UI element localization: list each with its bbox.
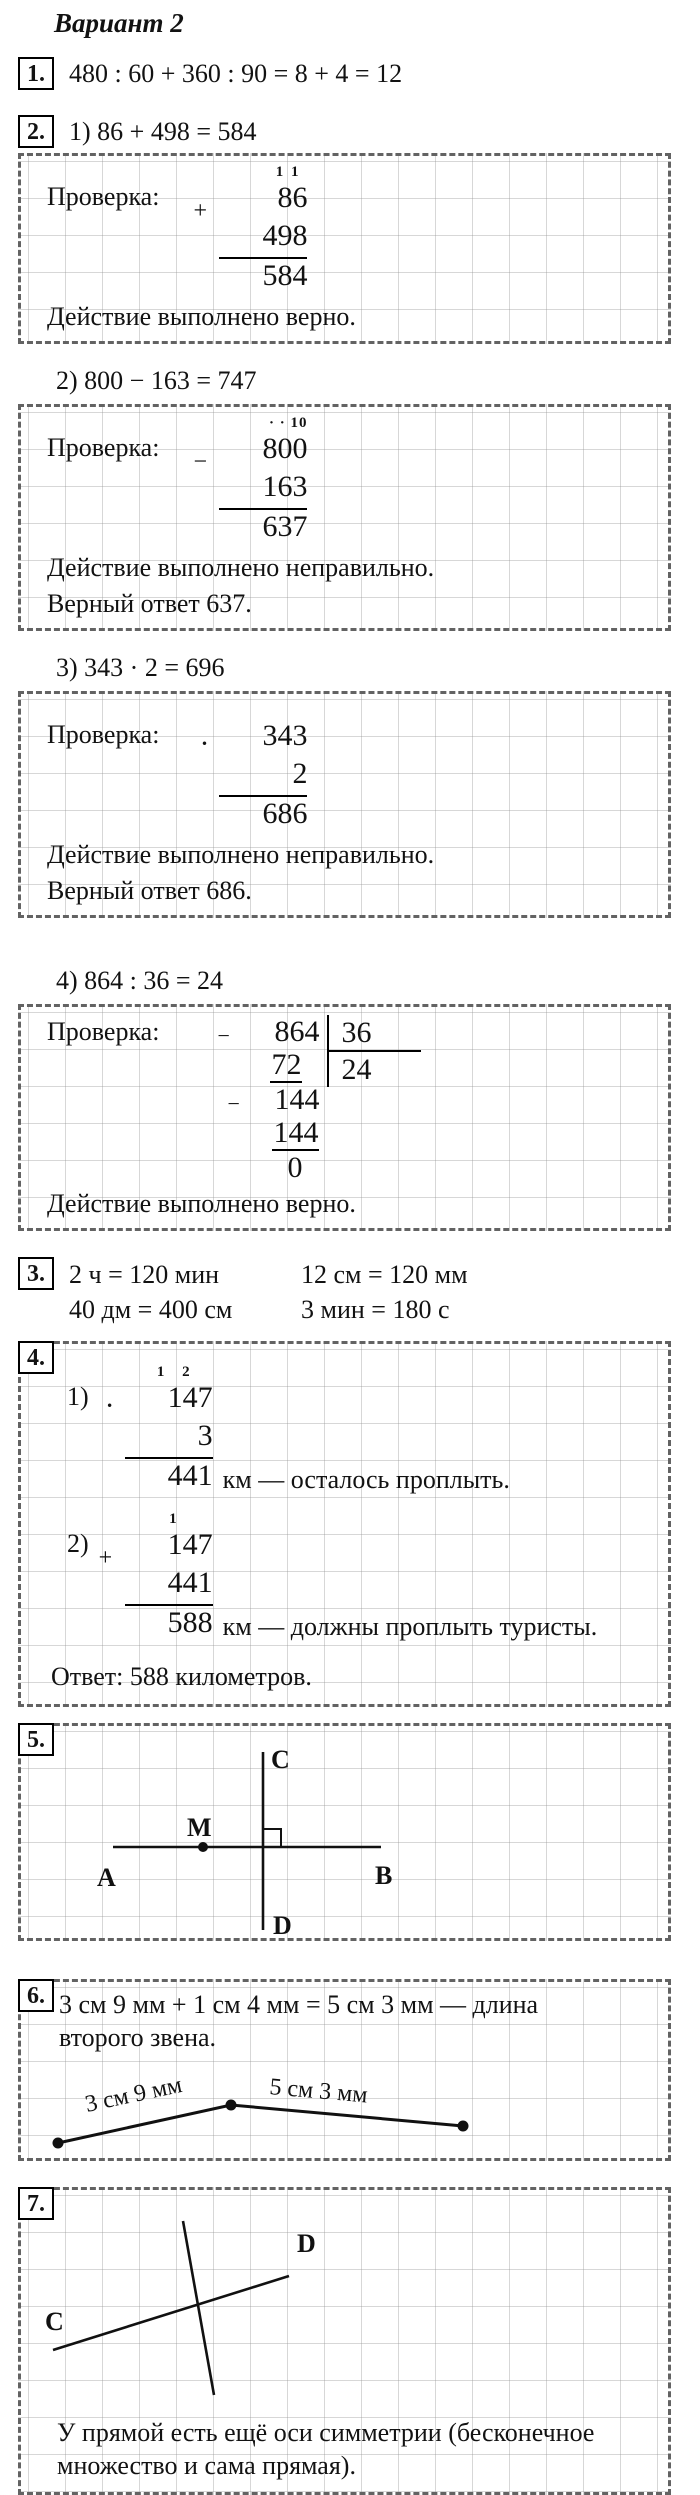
carry-digits [219,702,307,719]
check-line [21,1007,668,1184]
problem-1-number: 1. [18,57,54,90]
unit-conversions [69,1257,468,1327]
operand-bottom: 2 [292,757,308,790]
check-box-3 [18,691,671,918]
conversion: 2 ч = 120 мин [69,1260,220,1289]
quotient: 24 [341,1053,372,1086]
borrow-marks: · · 10 [268,415,308,431]
column-multiplication [199,702,308,835]
operand-top: 147 [167,1381,213,1414]
conversion: 12 см = 120 мм [301,1260,468,1289]
answer-text: Ответ: 588 километров. [51,1662,312,1691]
step-result: 441 [167,1459,213,1492]
check-label: Проверка: [47,1017,160,1046]
problem-3 [18,1257,700,1327]
column-subtraction [193,415,308,548]
division-step: 72 [271,1048,302,1081]
problem-2-item1-heading: 1) 86 + 498 = 584 [69,117,257,146]
problem-7-number: 7. [18,2187,54,2220]
column-multiplication [104,1364,510,1497]
operand-bottom: 163 [262,470,308,503]
problem-5-box [18,1723,671,1941]
check-line [21,694,668,835]
plus-operator: + [193,198,207,224]
minus-operator: − [193,449,207,475]
check-result: 686 [262,797,308,830]
operand-top: 147 [167,1528,213,1561]
point-D-label: D [273,1911,292,1938]
long-division [219,1015,401,1184]
operand-top: 343 [262,719,308,752]
carry-digits: 1 [169,1511,179,1527]
line-CD [53,2276,289,2350]
conversion: 3 мин = 180 с [301,1295,450,1324]
problem-1 [18,57,700,91]
segment-1-length-label: 3 см 9 мм [82,2072,185,2118]
plus-operator: + [98,1545,113,1571]
problem-4-number: 4. [18,1341,54,1374]
operand-top: 86 [277,181,308,214]
check-result: 584 [262,259,308,292]
point-B-label: B [375,1861,393,1890]
step-result: 588 [167,1606,213,1639]
division-remainder: 0 [287,1151,303,1184]
step-label: 1) [67,1382,89,1411]
check-box-1 [18,153,671,344]
perpendicular-lines-figure [21,1726,668,1938]
broken-line-figure [21,2054,668,2158]
problem-6-box [18,1979,671,2161]
times-operator: · [104,1389,115,1422]
verdict-text: Действие выполнено неправильно. [47,840,435,869]
minus-operator: − [217,1023,230,1048]
segment-2-length-label: 5 см 3 мм [268,2074,369,2109]
point-C-label: C [45,2307,64,2336]
carry-digits: 1 2 [156,1364,197,1380]
crossing-lines-figure [21,2190,668,2410]
problem-6-text-line2: второго звена. [59,2023,217,2052]
verdict-text: Действие выполнено неправильно. [47,553,435,582]
check-label: Проверка: [47,720,160,749]
problem-2-item2-heading: 2) 800 − 163 = 747 [56,366,257,395]
check-box-2 [18,404,671,631]
solution-step-2 [67,1511,668,1644]
column-addition [193,164,308,297]
operand-bottom: 441 [167,1566,213,1599]
verdict-text: Действие выполнено верно. [47,302,356,331]
vertex-dot [226,2100,237,2111]
carry-digits: 1 1 [275,164,301,180]
conversion: 40 дм = 400 см [69,1295,233,1324]
divisor: 36 [329,1015,421,1052]
page-title: Вариант 2 [54,8,184,38]
problem-2-item3-heading: 3) 343 · 2 = 696 [56,653,225,682]
problem-1-expression: 480 : 60 + 360 : 90 = 8 + 4 = 12 [69,59,403,88]
problem-6-text-line1: 3 см 9 мм + 1 см 4 мм = 5 см 3 мм — длина [59,1990,539,2019]
dividend: 864 [274,1015,320,1048]
step-result-caption: км — осталось проплыть. [222,1465,510,1494]
problem-2 [18,115,700,149]
division-step: 144 [274,1083,320,1116]
problem-3-number: 3. [18,1257,54,1290]
check-line [21,407,668,548]
problem-6-number: 6. [18,1979,54,2012]
verdict-text: Действие выполнено верно. [47,1189,356,1218]
problem-2-item4-heading: 4) 864 : 36 = 24 [56,966,224,995]
check-box-4 [18,1004,671,1231]
verdict-correct-answer: Верный ответ 637. [47,589,252,618]
problem-5-number: 5. [18,1723,54,1756]
times-operator: · [199,727,210,760]
endpoint-dot [458,2121,469,2132]
operand-bottom: 3 [197,1419,213,1452]
operand-bottom: 498 [262,219,308,252]
conclusion-line2: множество и сама прямая). [57,2451,356,2480]
point-D-label: D [297,2229,316,2258]
right-angle-mark [263,1829,281,1847]
column-addition [98,1511,598,1644]
check-line [21,156,668,297]
division-step: 144 [273,1116,319,1149]
point-M-label: M [187,1813,212,1842]
point-C-label: C [271,1745,290,1774]
minus-operator: − [227,1091,240,1116]
problem-7-conclusion [57,2416,594,2482]
solution-step-1 [67,1364,668,1497]
check-label: Проверка: [47,433,160,462]
verdict-correct-answer: Верный ответ 686. [47,876,252,905]
endpoint-dot [53,2138,64,2149]
problem-7-box [18,2187,671,2495]
operand-top: 800 [262,432,308,465]
conclusion-line1: У прямой есть ещё оси симметрии (бесконечное [57,2418,595,2447]
point-M-dot [198,1842,208,1852]
problem-2-number: 2. [18,115,54,148]
point-A-label: A [97,1863,116,1892]
check-label: Проверка: [47,182,160,211]
step-result-caption: км — должны проплыть туристы. [222,1612,598,1641]
step-label: 2) [67,1529,89,1558]
check-result: 637 [262,510,308,543]
problem-4-box [18,1341,671,1707]
